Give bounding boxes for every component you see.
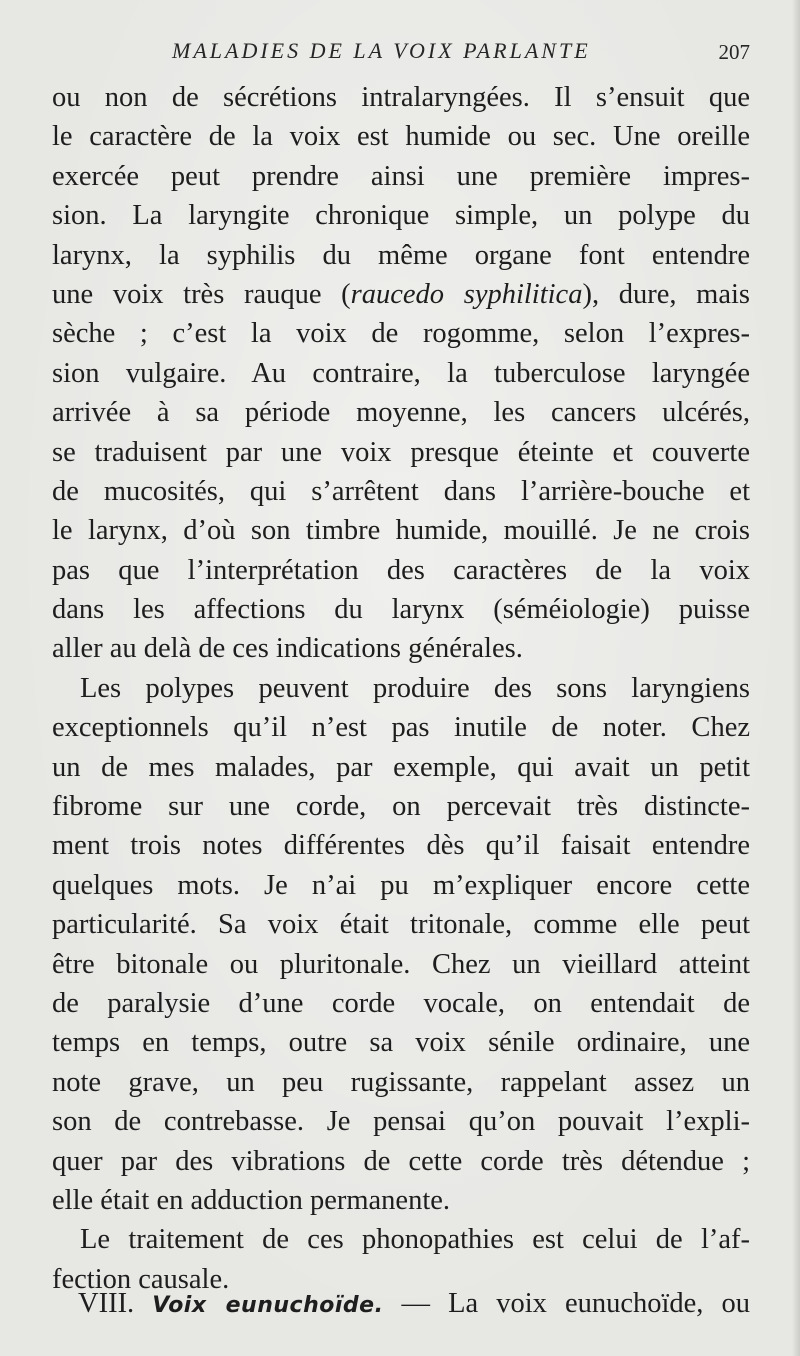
page-number: 207 xyxy=(718,40,750,64)
text-segment: une voix très rauque ( xyxy=(52,278,351,310)
text-line: aller au delà de ces indications générales. xyxy=(52,633,523,665)
text-line: quer par des vibrations de cette corde très détendue ; xyxy=(52,1145,750,1177)
text-line: le caractère de la voix est humide ou sec. Une oreille xyxy=(52,121,750,153)
text-line: exceptionnels qu’il n’est pas inutile de noter. Chez xyxy=(52,712,750,744)
text-line: exercée peut prendre ainsi une première impres- xyxy=(52,160,750,192)
text-line: le larynx, d’où son timbre humide, mouillé. Je ne crois xyxy=(52,515,750,547)
text-line: son de contrebasse. Je pensai qu’on pouvait l’expli- xyxy=(52,1106,750,1138)
text-line: sèche ; c’est la voix de rogomme, selon l’expres- xyxy=(52,318,750,350)
text-line: de paralysie d’une corde vocale, on entendait de xyxy=(52,987,750,1019)
text-line: pas que l’interprétation des caractères de la voix xyxy=(52,554,750,586)
text-line: temps en temps, outre sa voix sénile ordinaire, une xyxy=(52,1027,750,1059)
text-line: être bitonale ou pluritonale. Chez un vieillard atteint xyxy=(52,948,750,980)
text-line: elle était en adduction permanente. xyxy=(52,1184,451,1216)
text-line-with-italic xyxy=(52,275,750,314)
running-title: MALADIES DE LA VOIX PARLANTE xyxy=(172,38,591,63)
section-title: Voix eunuchoïde. xyxy=(152,1293,384,1318)
page-header xyxy=(52,38,752,68)
text-line: dans les affections du larynx (séméiologie) puisse xyxy=(52,594,750,626)
text-line: Les polypes peuvent produire des sons laryngiens xyxy=(80,672,750,704)
page-edge-shadow xyxy=(792,0,800,1356)
text-line: larynx, la syphilis du même organe font entendre xyxy=(52,239,750,271)
text-line: arrivée à sa période moyenne, les cancers ulcérés, xyxy=(52,397,750,429)
section-heading-line xyxy=(78,1284,750,1326)
text-line: Le traitement de ces phonopathies est celui de l’af- xyxy=(80,1224,750,1256)
text-line: sion vulgaire. Au contraire, la tuberculose laryngée xyxy=(52,357,750,389)
text-line: ou non de sécrétions intralaryngées. Il s’ensuit que xyxy=(52,82,750,113)
text-line: sion. La laryngite chronique simple, un polype du xyxy=(52,200,750,232)
section-number: VIII. xyxy=(78,1288,135,1319)
text-line: fection causale. xyxy=(52,1263,230,1295)
text-line: note grave, un peu rugissante, rappelant assez un xyxy=(52,1066,750,1098)
text-segment: ), dure, mais xyxy=(582,278,751,310)
text-line: se traduisent par une voix presque éteinte et couverte xyxy=(52,436,750,468)
text-line: quelques mots. Je n’ai pu m’expliquer encore cette xyxy=(52,869,750,901)
text-line: ment trois notes différentes dès qu’il faisait entendre xyxy=(52,830,750,862)
text-line: de mucosités, qui s’arrêtent dans l’arrière-bouche et xyxy=(52,475,750,507)
body-text xyxy=(52,78,750,1299)
text-line: fibrome sur une corde, on percevait très distincte- xyxy=(52,791,750,823)
section-text: — La voix eunuchoïde, ou xyxy=(401,1288,751,1319)
italic-latin-term: raucedo syphilitica xyxy=(350,278,583,310)
text-line: particularité. Sa voix était tritonale, comme elle peut xyxy=(52,909,750,941)
text-line: un de mes malades, par exemple, qui avait un petit xyxy=(52,751,750,783)
